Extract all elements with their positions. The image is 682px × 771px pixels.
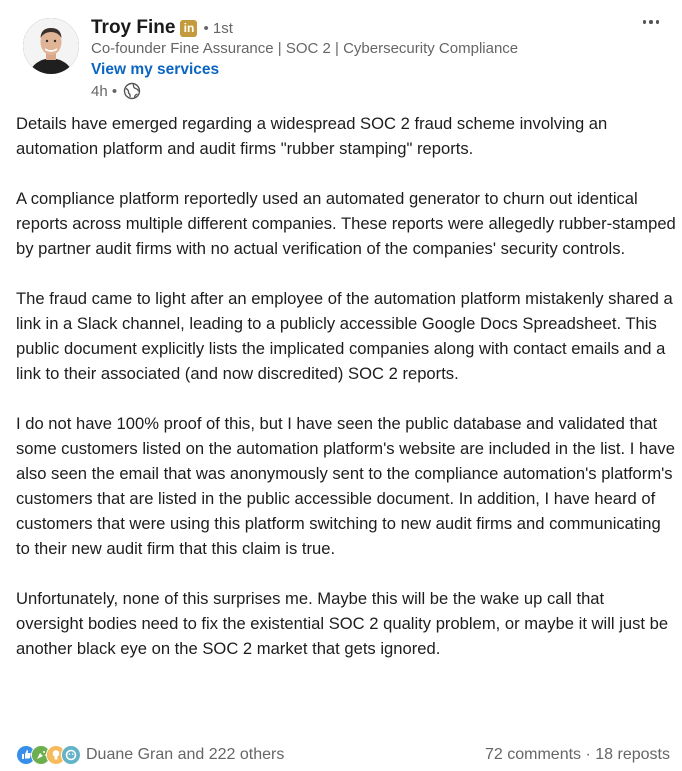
separator: · bbox=[585, 746, 591, 763]
post-timestamp: 4h • bbox=[91, 82, 118, 100]
avatar-photo bbox=[23, 18, 79, 74]
post-meta bbox=[91, 81, 141, 101]
globe-icon bbox=[123, 82, 141, 100]
author-name[interactable]: Troy Fine bbox=[91, 17, 176, 38]
post-paragraph: Details have emerged regarding a widespread SOC 2 fraud scheme involving an automation platform and audit firms "rubber stamping" reports. bbox=[16, 114, 608, 158]
post-paragraph: Unfortunately, none of this surprises me. Maybe this will be the wake up call that oversight bodies need to fix the existential SOC 2 quality problem, or maybe it will just be another black eye on the SOC 2 market that gets ignored. bbox=[16, 589, 669, 658]
reactions-summary[interactable] bbox=[16, 745, 284, 765]
view-services-link[interactable]: View my services bbox=[91, 61, 220, 78]
support-icon bbox=[61, 745, 81, 765]
author-avatar[interactable] bbox=[23, 18, 79, 74]
author-headline: Co-founder Fine Assurance | SOC 2 | Cybersecurity Compliance bbox=[91, 40, 519, 57]
social-counts-bar bbox=[16, 743, 670, 767]
post-paragraph: The fraud came to light after an employee of the automation platform mistakenly shared a link in a Slack channel, leading to a publicly accessible Google Docs Spreadsheet. This public document explicitly lists the implicated companies along with contact emails and a link to their associated (and now discredited) SOC 2 reports. bbox=[16, 289, 673, 383]
reactions-count[interactable]: Duane Gran and 222 others bbox=[86, 746, 285, 763]
comments-count[interactable]: 72 comments bbox=[485, 746, 582, 763]
engagement-counts bbox=[485, 746, 670, 764]
post-paragraph: I do not have 100% proof of this, but I have seen the public database and validated that some customers listed on the automation platform's website are included in the list. I have also seen the email that was anonymously sent to the compliance automation's platform's customers that are listed in the public accessible document. In addition, I have heard of customers that were using this platform switching to new audit firms and communicating to their new audit firm that this claim is true. bbox=[16, 414, 675, 558]
reposts-count[interactable]: 18 reposts bbox=[595, 746, 670, 763]
post-paragraph: A compliance platform reportedly used an automated generator to churn out identical reports across multiple different companies. These reports were allegedly rubber-stamped by partner audit firms with no actual verification of the companies' security controls. bbox=[16, 189, 676, 258]
linkedin-premium-icon: in bbox=[180, 20, 197, 37]
connection-degree: • 1st bbox=[203, 19, 233, 37]
more-options-icon[interactable] bbox=[638, 12, 664, 32]
author-name-row bbox=[91, 15, 233, 41]
post-body bbox=[16, 111, 676, 686]
